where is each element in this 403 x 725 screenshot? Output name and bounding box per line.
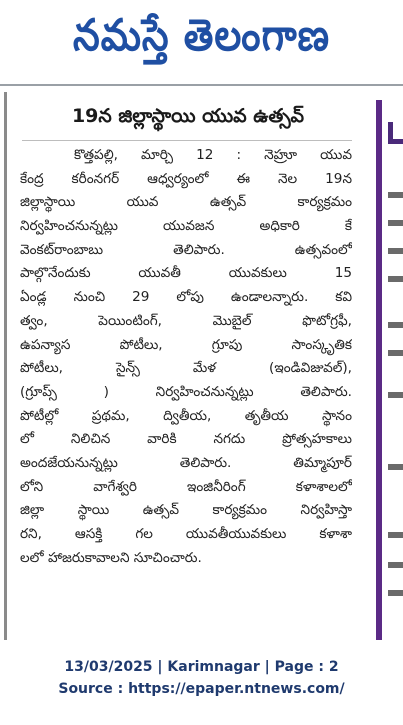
article-headline: 19న జిల్లాస్థాయి యువ ఉత్సవ్ (71, 104, 305, 127)
adjacent-text-fragment (388, 192, 403, 198)
article-line: లలో హాజరుకావాలని సూచించారు. (20, 549, 202, 566)
article-line: జిల్లాస్థాయి యువ ఉత్సవ్ కార్యక్రమం (20, 194, 352, 211)
adjacent-text-fragment (388, 350, 403, 356)
article-line: కొత్తపల్లి, మార్చి 12 : నెహ్రూ యువ (74, 147, 352, 163)
adjacent-text-fragment (388, 392, 403, 398)
adjacent-text-fragment (388, 276, 403, 282)
masthead (0, 0, 403, 82)
article-line: త్వం, పెయింటింగ్, మొబైల్ ఫొటోగ్రఫీ, (20, 312, 352, 329)
clipping-left-border (4, 92, 7, 640)
footer-date-edition: 13/03/2025 | Karimnagar | Page : 2 (64, 659, 339, 675)
article-line: నిర్వహించనున్నట్లు యువజన అధికారి కే (20, 218, 352, 235)
source-footer (0, 656, 403, 716)
article-line: కేంద్ర కరీంనగర్ ఆధ్వర్యంలో ఈ నెల 19న (20, 170, 352, 187)
article-line: లో నిలిచిన వారికి నగదు ప్రోత్సహకాలు (20, 431, 352, 448)
masthead-title: నమస్తే తెలంగాణ (73, 9, 330, 61)
article-body (20, 144, 352, 570)
article-line: జిల్లా స్థాయి ఉత్సవ్ కార్యక్రమం నిర్వహిస్తా (20, 502, 352, 519)
article-line: ఉపన్యాస పోటీలు, గ్రూపు సాంస్కృతిక (20, 336, 352, 353)
article-line: పోటీల్లో ప్రథమ, ద్వితీయ, తృతీయ స్థానం (20, 407, 352, 424)
adjacent-text-fragment (388, 562, 403, 568)
masthead-divider (0, 84, 403, 86)
adjacent-text-fragment (388, 464, 403, 470)
adjacent-headline-fragment (388, 122, 403, 144)
newspaper-clipping (4, 92, 403, 640)
headline-divider (22, 140, 352, 141)
article-line: వెంకట్‌రాంబాబు తెలిపారు. ఉత్సవంలో (20, 241, 352, 258)
article (18, 92, 358, 640)
adjacent-column-color-bar (376, 100, 382, 640)
adjacent-text-fragment (388, 248, 403, 254)
adjacent-text-fragment (388, 322, 403, 328)
article-line: ఏండ్ల నుంచి 29 లోపు ఉండాలన్నారు. కవి (20, 289, 352, 306)
adjacent-column-fragment (370, 92, 403, 640)
article-line: లోని వాగేశ్వరి ఇంజినీరింగ్ కళాశాలలో (20, 478, 352, 495)
adjacent-text-fragment (388, 590, 403, 596)
article-line: పాల్గొనేందుకు యువతీ యువకులు 15 (20, 265, 352, 282)
article-line: (గ్రూప్స్ ) నిర్వహించనున్నట్లు తెలిపారు. (20, 383, 352, 400)
article-line: పోటీలు, సైన్స్ మేళ (ఇండివిజువల్), (20, 360, 352, 377)
adjacent-text-fragment (388, 220, 403, 226)
article-line: రని, ఆసక్తి గల యువతీయువకులు కళాశా (20, 526, 352, 542)
article-line: అందజేయనున్నట్లు తెలిపారు. తిమ్మాపూర్ (20, 454, 352, 471)
footer-source: Source : https://epaper.ntnews.com/ (58, 681, 345, 697)
adjacent-text-fragment (388, 532, 403, 538)
